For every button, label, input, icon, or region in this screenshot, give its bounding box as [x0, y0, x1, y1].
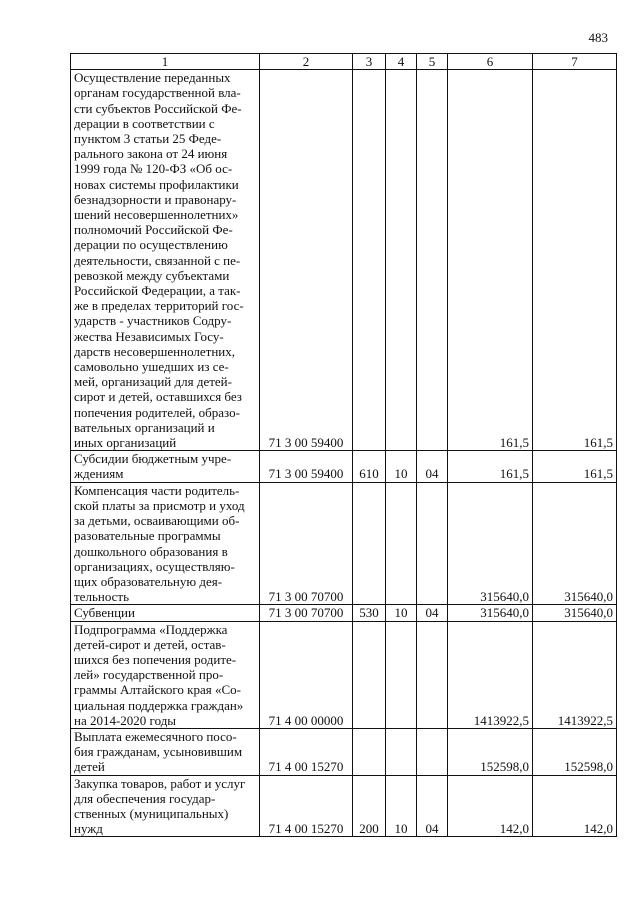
table-row [71, 775, 617, 837]
description-line: вательных организаций и [74, 419, 215, 435]
description-line: шихся без попечения родите- [74, 651, 237, 667]
table-row [71, 451, 617, 482]
column-header: 5 [417, 54, 448, 70]
target-code: 71 4 00 15270 [260, 728, 353, 775]
description-line: ждениям [74, 466, 124, 482]
target-code: 71 3 00 70700 [260, 605, 353, 621]
description-line: Субвенции [74, 605, 135, 621]
section [386, 621, 417, 728]
page-number: 483 [588, 30, 608, 45]
header-row [71, 54, 617, 70]
amount-col6: 315640,0 [448, 605, 533, 621]
target-code: 71 3 00 70700 [260, 482, 353, 605]
amount-col6: 315640,0 [448, 482, 533, 605]
section: 10 [386, 605, 417, 621]
description-line: дарств несовершеннолетних, [74, 343, 236, 359]
amount-col7: 1413922,5 [533, 621, 617, 728]
description-line: ревозкой между субъектами [74, 267, 230, 283]
description-line: безнадзорности и правонару- [74, 191, 237, 207]
subsection: 04 [417, 775, 448, 837]
subsection: 04 [417, 451, 448, 482]
section: 10 [386, 451, 417, 482]
table-row [71, 482, 617, 605]
amount-col6: 161,5 [448, 70, 533, 451]
description-line: же в пределах территорий гос- [74, 298, 244, 314]
description-line: Компенсация части родитель- [74, 482, 240, 498]
expense-type [353, 728, 386, 775]
description-line: ственных (муниципальных) [74, 805, 229, 821]
description-line: детей-сирот и детей, остав- [74, 636, 226, 652]
description-line: Подпрограмма «Поддержка [74, 621, 228, 637]
description-line: ударств - участников Содру- [74, 313, 232, 329]
amount-col7: 142,0 [533, 775, 617, 837]
description-line: Субсидии бюджетным учре- [74, 451, 232, 467]
amount-col6: 142,0 [448, 775, 533, 837]
description-line: рального закона от 24 июня [74, 146, 228, 162]
description-line: Российской Федерации, а так- [74, 283, 241, 299]
budget-table [70, 53, 617, 837]
description-line: органам государственной вла- [74, 85, 241, 101]
amount-col7: 161,5 [533, 70, 617, 451]
row-description [71, 70, 260, 451]
table-row [71, 70, 617, 451]
row-description [71, 621, 260, 728]
description-line: организациях, осуществляю- [74, 558, 235, 574]
description-line: дошкольного образования в [74, 543, 228, 559]
description-line: разовательные программы [74, 528, 221, 544]
description-line: ской платы за присмотр и уход [74, 497, 245, 513]
target-code: 71 3 00 59400 [260, 70, 353, 451]
amount-col7: 315640,0 [533, 482, 617, 605]
description-line: 1999 года № 120-ФЗ «Об ос- [74, 161, 233, 177]
description-line: граммы Алтайского края «Со- [74, 682, 241, 698]
target-code: 71 3 00 59400 [260, 451, 353, 482]
description-line: циальная поддержка граждан» [74, 697, 244, 713]
description-line: щих образовательную дея- [74, 573, 223, 589]
amount-col7: 161,5 [533, 451, 617, 482]
description-line: шений несовершеннолетних» [74, 207, 239, 223]
description-line: деятельности, связанной с пе- [74, 252, 241, 268]
row-description [71, 482, 260, 605]
description-line: сти субъектов Российской Фе- [74, 100, 242, 116]
subsection [417, 621, 448, 728]
description-line: за детьми, осваивающими об- [74, 513, 240, 529]
description-line: сирот и детей, оставшихся без [74, 389, 242, 405]
subsection [417, 482, 448, 605]
description-line: попечения родителей, образо- [74, 404, 240, 420]
column-header: 1 [71, 54, 260, 70]
row-description [71, 605, 260, 621]
expense-type [353, 70, 386, 451]
description-line: для обеспечения государ- [74, 790, 216, 806]
table-row [71, 605, 617, 621]
row-description [71, 728, 260, 775]
description-line: мей, организаций для детей- [74, 374, 232, 390]
section [386, 482, 417, 605]
amount-col7: 315640,0 [533, 605, 617, 621]
description-line: нужд [74, 821, 103, 837]
column-header: 3 [353, 54, 386, 70]
description-line: иных организаций [74, 435, 177, 451]
description-line: детей [74, 759, 105, 775]
column-header: 7 [533, 54, 617, 70]
subsection [417, 728, 448, 775]
budget-table-body [71, 54, 617, 837]
subsection: 04 [417, 605, 448, 621]
section: 10 [386, 775, 417, 837]
amount-col7: 152598,0 [533, 728, 617, 775]
description-line: полномочий Российской Фе- [74, 222, 233, 238]
expense-type [353, 621, 386, 728]
description-line: бия гражданам, усыновившим [74, 744, 243, 760]
description-line: дерации по осуществлению [74, 237, 228, 253]
column-header: 6 [448, 54, 533, 70]
amount-col6: 1413922,5 [448, 621, 533, 728]
row-description [71, 451, 260, 482]
table-row [71, 621, 617, 728]
amount-col6: 161,5 [448, 451, 533, 482]
target-code: 71 4 00 15270 [260, 775, 353, 837]
subsection [417, 70, 448, 451]
target-code: 71 4 00 00000 [260, 621, 353, 728]
description-line: Выплата ежемесячного посо- [74, 728, 237, 744]
description-line: дерации в соответствии с [74, 115, 215, 131]
expense-type [353, 482, 386, 605]
column-header: 4 [386, 54, 417, 70]
section [386, 70, 417, 451]
section [386, 728, 417, 775]
description-line: Закупка товаров, работ и услуг [74, 775, 246, 791]
description-line: новах системы профилактики [74, 176, 239, 192]
row-description [71, 775, 260, 837]
expense-type: 610 [353, 451, 386, 482]
column-header: 2 [260, 54, 353, 70]
description-line: тельность [74, 589, 130, 605]
description-line: пунктом 3 статьи 25 Феде- [74, 131, 222, 147]
description-line: лей» государственной про- [74, 667, 224, 683]
description-line: Осуществление переданных [74, 70, 231, 86]
description-line: самовольно ушедших из се- [74, 359, 229, 375]
description-line: на 2014-2020 годы [74, 712, 177, 728]
description-line: жества Независимых Госу- [74, 328, 224, 344]
expense-type: 530 [353, 605, 386, 621]
table-row [71, 728, 617, 775]
amount-col6: 152598,0 [448, 728, 533, 775]
expense-type: 200 [353, 775, 386, 837]
